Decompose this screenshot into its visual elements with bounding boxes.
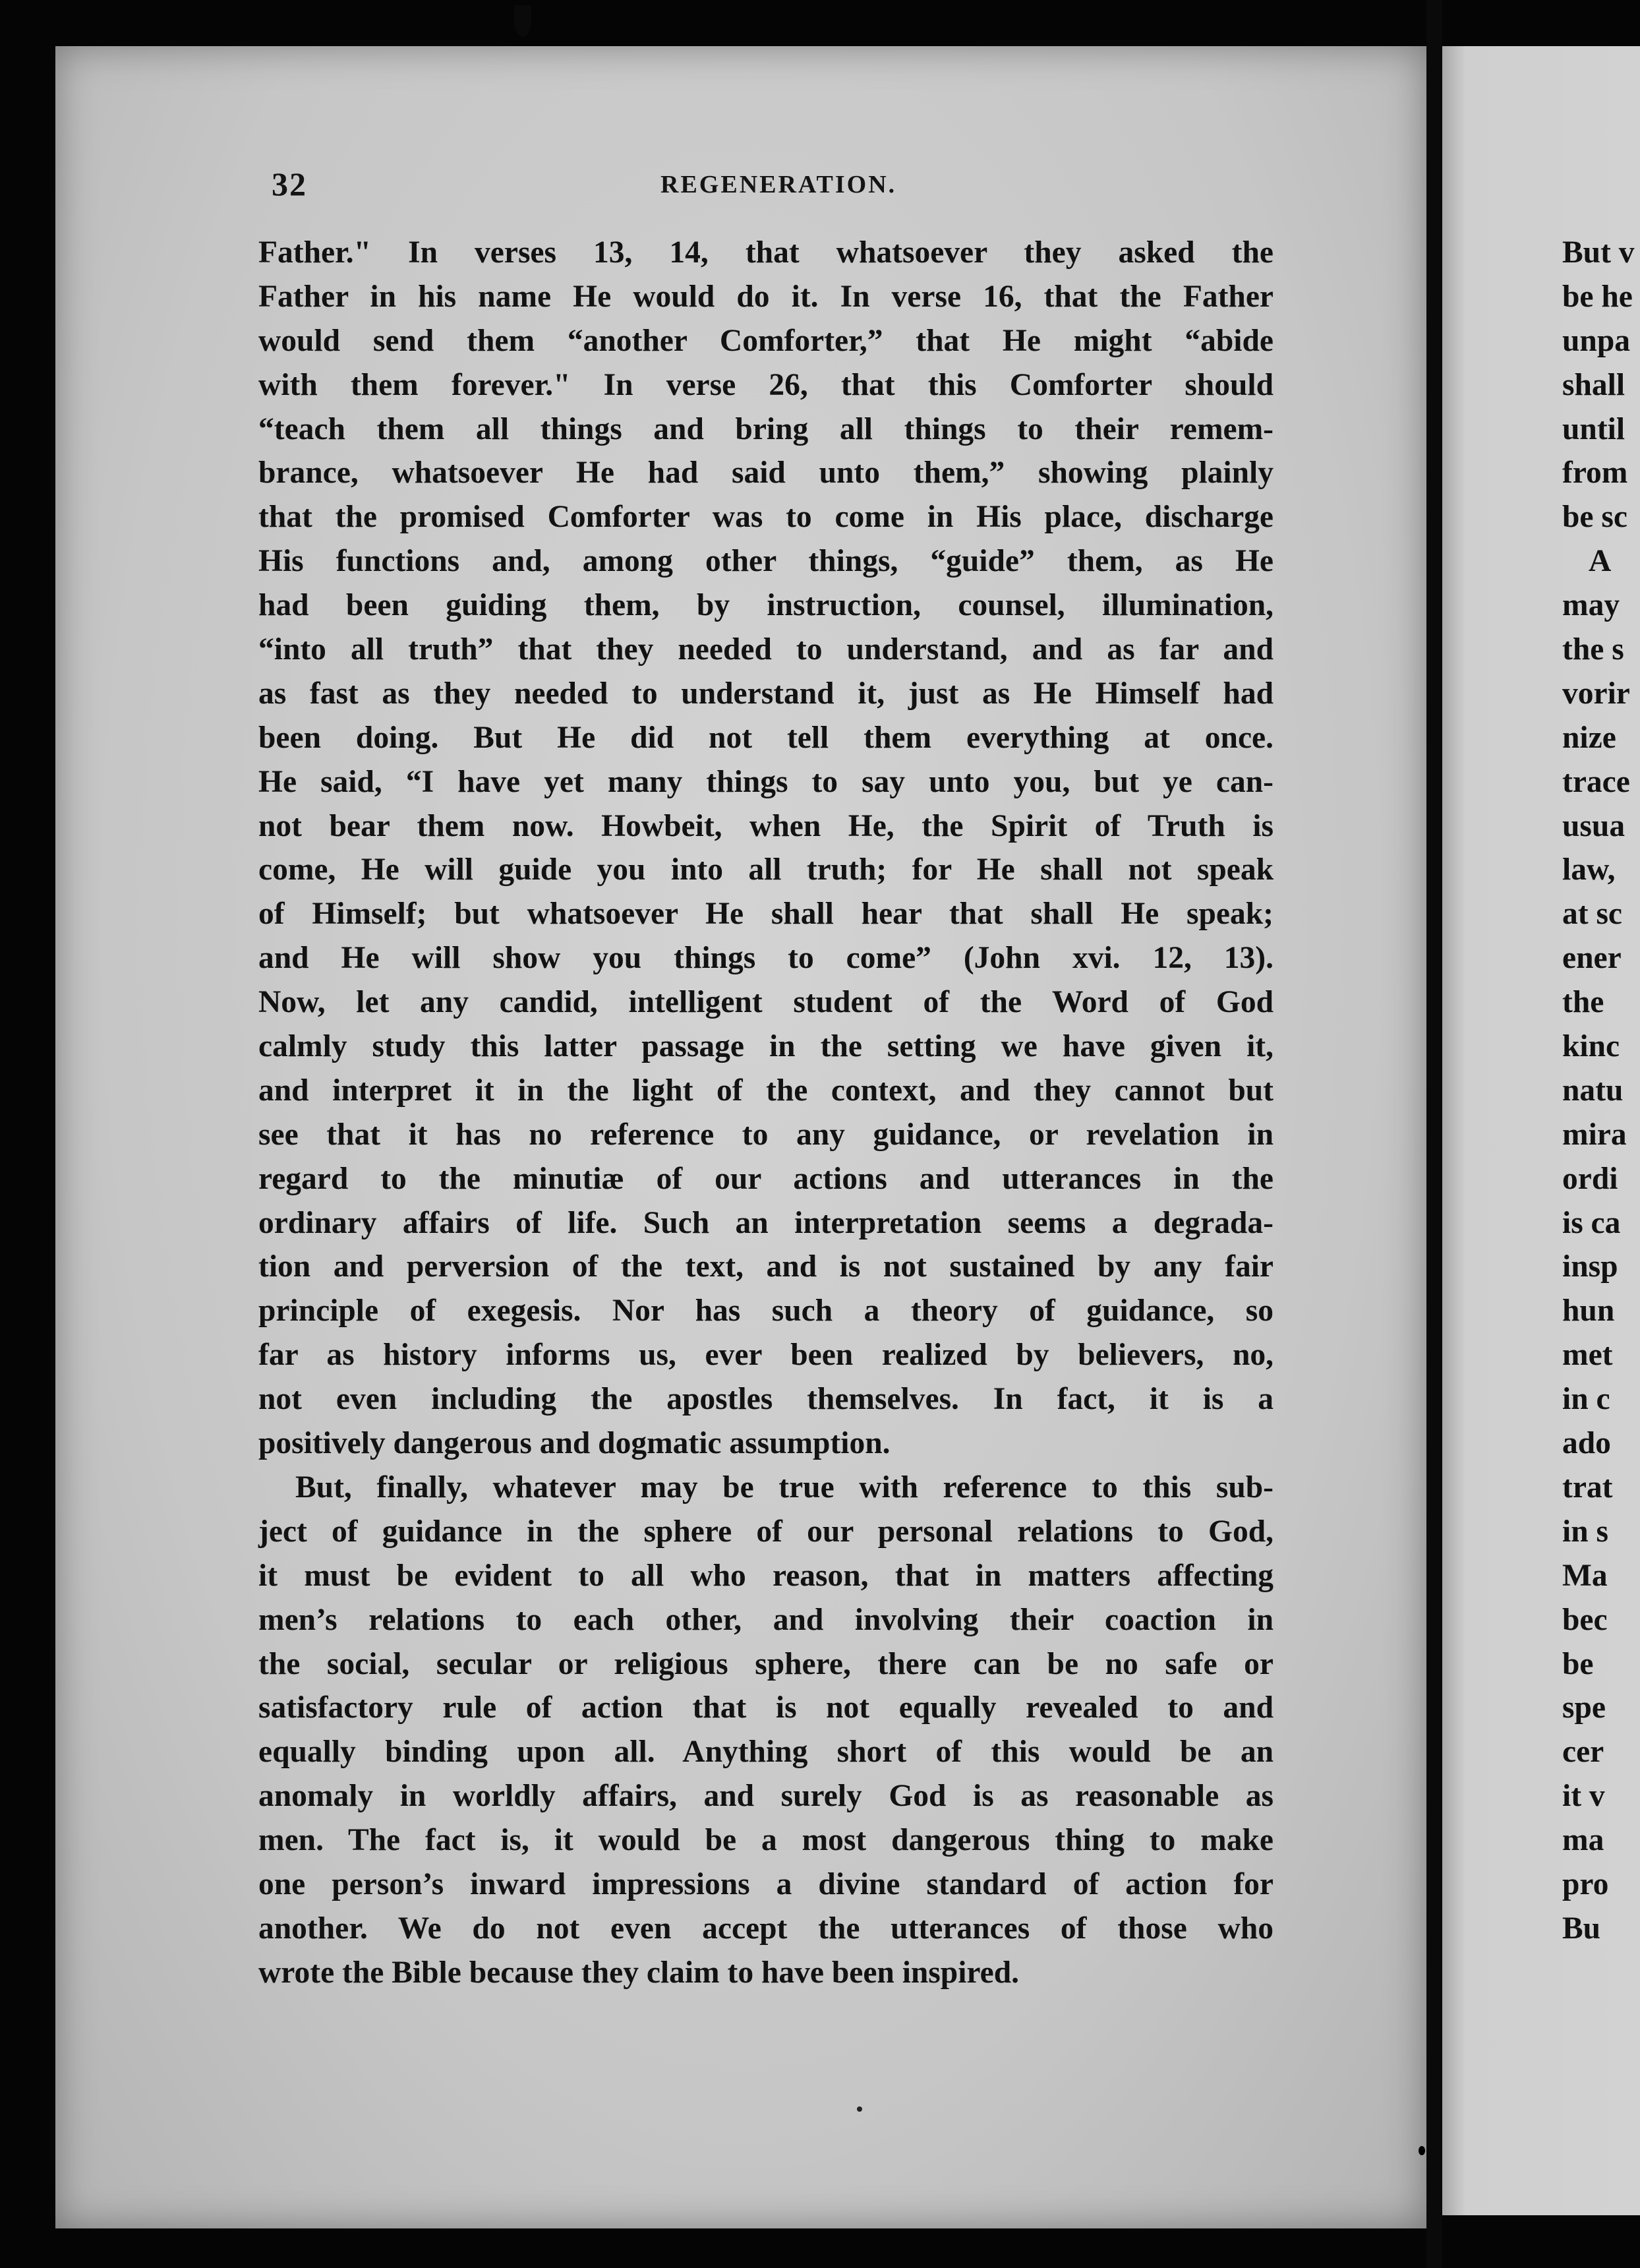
facing-line-fragment: natu: [1562, 1073, 1624, 1108]
facing-line-fragment: trat: [1562, 1470, 1613, 1505]
text-line: He said, “I have yet many things to say unto you, but ye can-: [258, 764, 1274, 799]
facing-line-fragment: is ca: [1562, 1205, 1621, 1240]
facing-line-fragment: law,: [1562, 852, 1616, 887]
facing-line-fragment: at sc: [1562, 897, 1623, 932]
facing-line-fragment: unpa: [1562, 323, 1631, 358]
text-line: come, He will guide you into all truth; for He shall not speak: [258, 852, 1274, 887]
facing-line-fragment: the s: [1562, 632, 1624, 667]
facing-line-fragment: ado: [1562, 1426, 1611, 1461]
text-line: calmly study this latter passage in the setting we have given it,: [258, 1029, 1274, 1064]
text-line: another. We do not even accept the utterances of those who: [258, 1911, 1274, 1946]
facing-line-fragment: ma: [1562, 1823, 1604, 1858]
text-line: one person’s inward impressions a divine standard of action for: [258, 1866, 1274, 1901]
text-line: of Himself; but whatsoever He shall hear that shall He speak;: [258, 897, 1274, 932]
facing-line-fragment: vorir: [1562, 676, 1630, 711]
facing-line-fragment: until: [1562, 411, 1625, 446]
facing-line-fragment: be sc: [1562, 500, 1627, 535]
text-line: tion and perversion of the text, and is not sustained by any fair: [258, 1249, 1274, 1284]
page-number: 32: [272, 165, 307, 202]
text-line: But, finally, whatever may be true with reference to this sub-: [295, 1470, 1274, 1505]
facing-line-fragment: bec: [1562, 1602, 1608, 1637]
scan-speck: [1419, 2146, 1425, 2155]
text-line: positively dangerous and dogmatic assumption.: [258, 1426, 891, 1461]
facing-line-fragment: usua: [1562, 808, 1625, 843]
text-line: had been guiding them, by instruction, counsel, illumination,: [258, 588, 1274, 623]
text-line: ordinary affairs of life. Such an interpretation seems a degrada-: [258, 1205, 1274, 1240]
facing-line-fragment: spe: [1562, 1690, 1606, 1725]
facing-line-fragment: Ma: [1562, 1558, 1608, 1593]
facing-line-fragment: shall: [1562, 367, 1625, 402]
text-line: would send them “another Comforter,” that He might “abide: [258, 323, 1274, 358]
running-header: [272, 165, 1274, 211]
text-line: the social, secular or religious sphere, there can be no safe or: [258, 1646, 1274, 1681]
text-line: see that it has no reference to any guidance, or revelation in: [258, 1117, 1274, 1152]
text-line: equally binding upon all. Anything short of this would be an: [258, 1735, 1274, 1770]
text-line: anomaly in worldly affairs, and surely God is as reasonable as: [258, 1779, 1274, 1814]
facing-line-fragment: kinc: [1562, 1029, 1620, 1064]
text-line: with them forever." In verse 26, that this Comforter should: [258, 367, 1274, 402]
facing-line-fragment: A: [1589, 544, 1612, 579]
facing-line-fragment: ener: [1562, 941, 1622, 976]
facing-line-fragment: cer: [1562, 1735, 1604, 1770]
text-line: not bear them now. Howbeit, when He, the Spirit of Truth is: [258, 808, 1274, 843]
text-line: brance, whatsoever He had said unto them,” showing plainly: [258, 456, 1274, 491]
facing-line-fragment: nize: [1562, 720, 1616, 755]
text-line: been doing. But He did not tell them everything at once.: [258, 720, 1274, 755]
text-line: it must be evident to all who reason, that in matters affecting: [258, 1558, 1274, 1593]
text-line: men. The fact is, it would be a most dangerous thing to make: [258, 1823, 1274, 1858]
facing-line-fragment: ordi: [1562, 1161, 1618, 1196]
facing-line-fragment: But v: [1562, 235, 1635, 270]
text-line: Father." In verses 13, 14, that whatsoever they asked the: [258, 235, 1274, 270]
facing-line-fragment: be he: [1562, 279, 1633, 314]
text-line: Father in his name He would do it. In verse 16, that the Father: [258, 279, 1274, 314]
facing-line-fragment: trace: [1562, 764, 1630, 799]
facing-line-fragment: in c: [1562, 1382, 1610, 1417]
facing-line-fragment: may: [1562, 588, 1620, 623]
facing-line-fragment: from: [1562, 456, 1628, 491]
running-title: REGENERATION.: [660, 171, 897, 198]
text-line: as fast as they needed to understand it, just as He Himself had: [258, 676, 1274, 711]
text-line: and He will show you things to come” (John xvi. 12, 13).: [258, 941, 1274, 976]
text-line: principle of exegesis. Nor has such a theory of guidance, so: [258, 1294, 1274, 1328]
facing-line-fragment: the: [1562, 985, 1604, 1020]
facing-line-fragment: hun: [1562, 1294, 1615, 1328]
facing-line-fragment: be: [1562, 1646, 1594, 1681]
text-line: regard to the minutiæ of our actions and utterances in the: [258, 1161, 1274, 1196]
scan-speck: [514, 5, 531, 37]
text-line: satisfactory rule of action that is not equally revealed to and: [258, 1690, 1274, 1725]
text-line: “into all truth” that they needed to understand, and as far and: [258, 632, 1274, 667]
facing-line-fragment: insp: [1562, 1249, 1618, 1284]
text-line: Now, let any candid, intelligent student of the Word of God: [258, 985, 1274, 1020]
facing-line-fragment: it v: [1562, 1779, 1605, 1814]
page-gutter: [1426, 0, 1442, 2268]
text-line: His functions and, among other things, “guide” them, as He: [258, 544, 1274, 579]
facing-line-fragment: in s: [1562, 1514, 1608, 1549]
body-text: [258, 231, 1274, 1995]
text-line: and interpret it in the light of the context, and they cannot but: [258, 1073, 1274, 1108]
facing-line-fragment: mira: [1562, 1117, 1627, 1152]
text-line: that the promised Comforter was to come in His place, discharge: [258, 500, 1274, 535]
text-line: wrote the Bible because they claim to have been inspired.: [258, 1955, 1020, 1990]
facing-page-text: [1562, 231, 1635, 1951]
facing-line-fragment: Bu: [1562, 1911, 1601, 1946]
text-line: not even including the apostles themselves. In fact, it is a: [258, 1382, 1274, 1417]
text-line: men’s relations to each other, and involving their coaction in: [258, 1602, 1274, 1637]
facing-line-fragment: met: [1562, 1338, 1613, 1373]
text-line: “teach them all things and bring all things to their remem-: [258, 411, 1274, 446]
text-line: far as history informs us, ever been realized by believers, no,: [258, 1338, 1274, 1373]
facing-line-fragment: pro: [1562, 1866, 1609, 1901]
text-line: ject of guidance in the sphere of our personal relations to God,: [258, 1514, 1274, 1549]
scan-speck: [857, 2106, 862, 2112]
